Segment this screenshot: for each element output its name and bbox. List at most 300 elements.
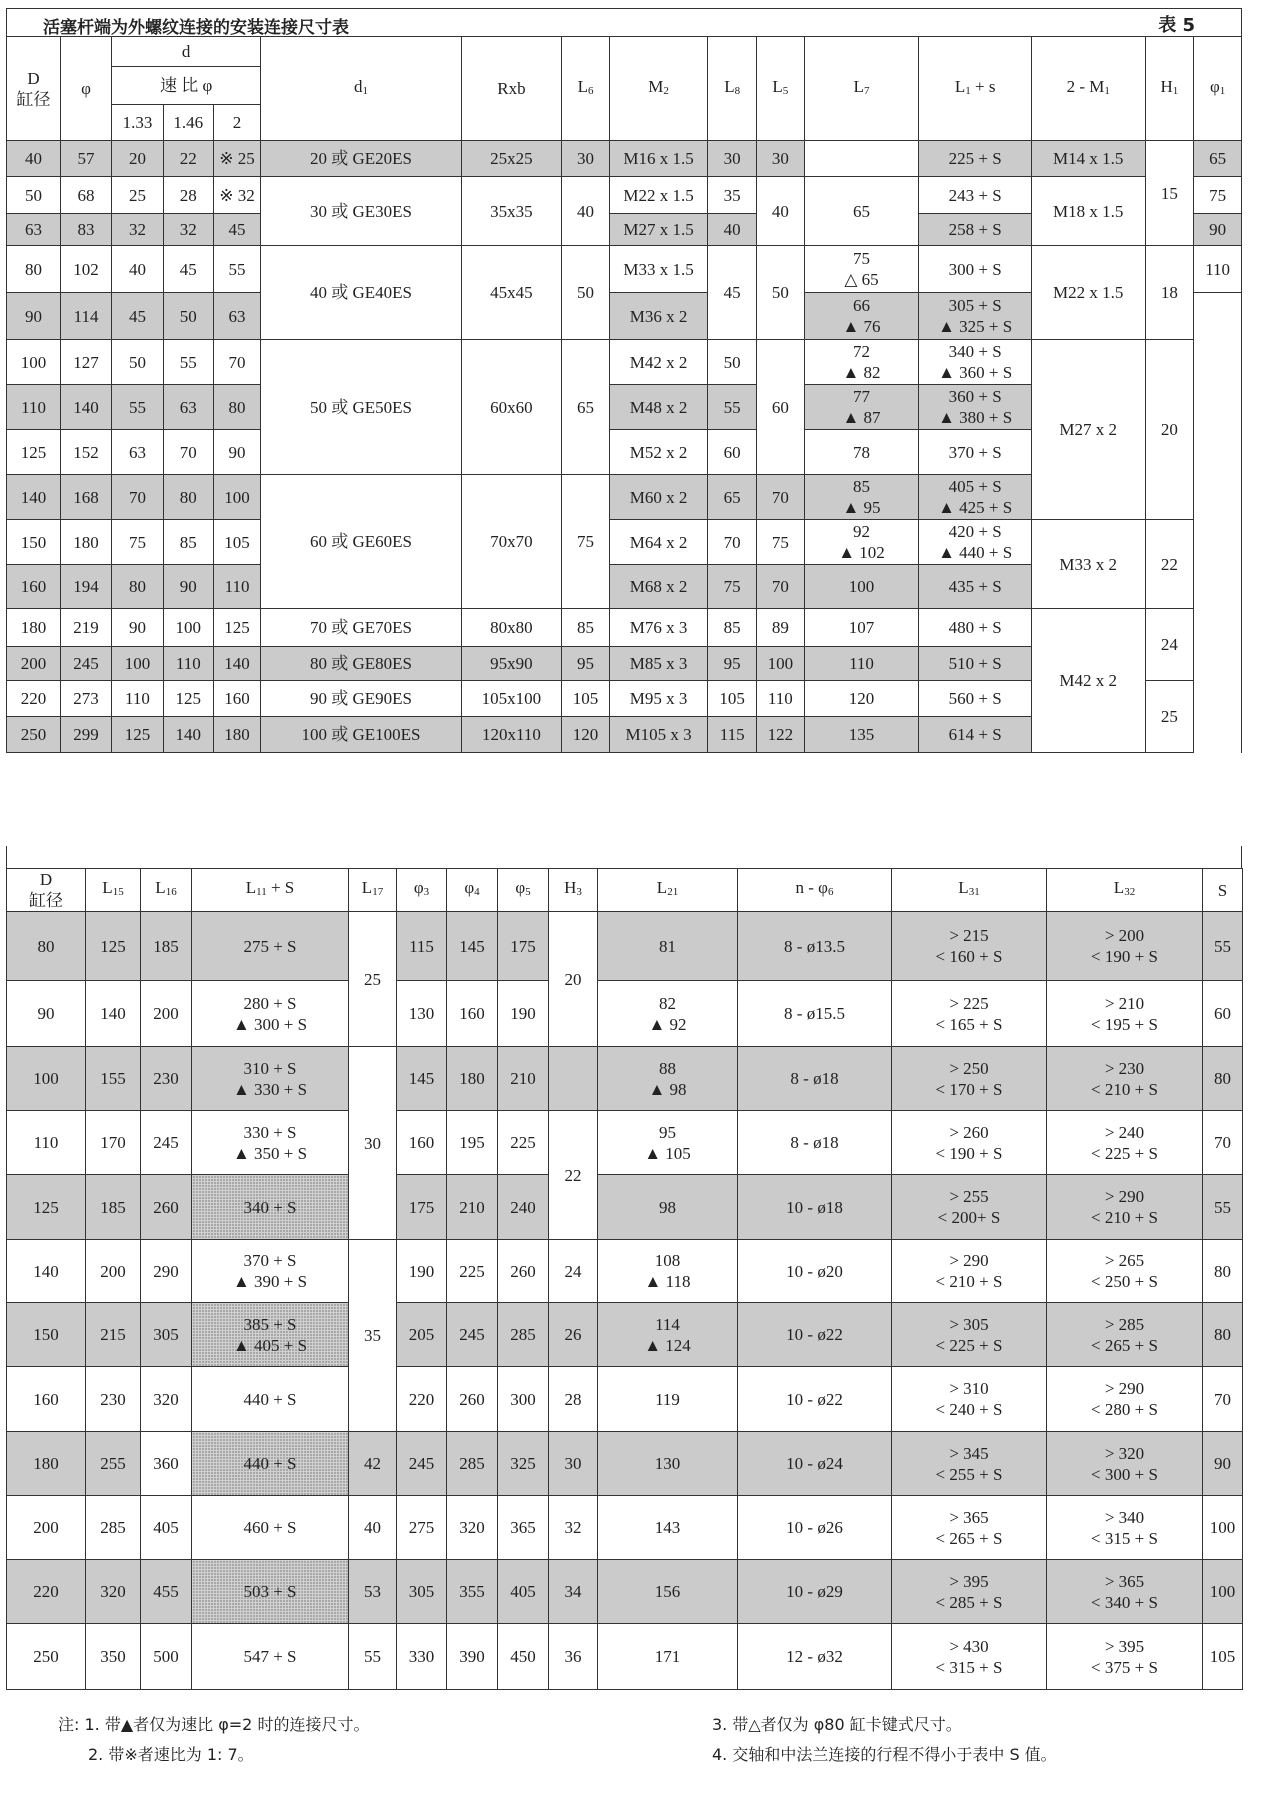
cell: M33 x 1.5 — [609, 246, 707, 293]
cell: 480 + S — [919, 609, 1032, 647]
cell: 250 — [7, 1624, 86, 1690]
cell: > 305 < 225 + S — [892, 1303, 1047, 1367]
cell: 75 — [1194, 177, 1242, 214]
cell: 65 — [1194, 141, 1242, 177]
cell: 40 — [111, 246, 163, 293]
col-l11-header: $L_{11} + S$ — [192, 869, 349, 912]
cell: 160 — [7, 565, 61, 609]
cell: 25 — [1145, 681, 1194, 753]
col-n6-header: n - $\varphi_6$ — [738, 869, 892, 912]
cell: 258 + S — [919, 214, 1032, 246]
cell: 140 — [213, 647, 261, 681]
cell: 260 — [498, 1240, 549, 1303]
cell: 75 — [708, 565, 757, 609]
ratio-1-46: 1.46 — [163, 105, 213, 141]
cell: 320 — [447, 1496, 498, 1560]
cell: 70 — [1203, 1111, 1243, 1175]
cell: 60x60 — [461, 340, 562, 475]
cell: 100 — [111, 647, 163, 681]
cell: 26 — [549, 1303, 598, 1367]
cell: M60 x 2 — [609, 475, 707, 520]
cell: 90 — [1203, 1432, 1243, 1496]
col-D-header: D 缸径 — [7, 37, 61, 141]
col-l6-header: $L_6$ — [562, 37, 610, 141]
cell: 55 — [111, 385, 163, 430]
cell: 85 — [562, 609, 610, 647]
cell: > 310 < 240 + S — [892, 1367, 1047, 1432]
cell: 70 — [708, 520, 757, 565]
cell: 547 + S — [192, 1624, 349, 1690]
cell: 45 — [111, 293, 163, 340]
cell: 250 — [7, 717, 61, 753]
cell: 15 — [1145, 141, 1194, 246]
cell: 95 — [562, 647, 610, 681]
cell: 140 — [7, 1240, 86, 1303]
cell: 100 — [7, 340, 61, 385]
cell: 145 — [397, 1047, 447, 1111]
cell: 105 — [562, 681, 610, 717]
cell: 35x35 — [461, 177, 562, 246]
cell: 20 — [549, 912, 598, 1047]
cell: 35 — [349, 1240, 397, 1432]
cell: 290 — [141, 1240, 192, 1303]
cell: 405 — [141, 1496, 192, 1560]
cell: 95 ▲ 105 — [598, 1111, 738, 1175]
cell: M16 x 1.5 — [609, 141, 707, 177]
cell: 82 ▲ 92 — [598, 981, 738, 1047]
cell: M105 x 3 — [609, 717, 707, 753]
cell: 10 - ø24 — [738, 1432, 892, 1496]
cell: 50 — [7, 177, 61, 214]
cell: 70 或 GE70ES — [261, 609, 461, 647]
col-m2-header: $M_2$ — [609, 37, 707, 141]
cell: 150 — [7, 520, 61, 565]
cell: 90 — [163, 565, 213, 609]
cell: > 290 < 210 + S — [892, 1240, 1047, 1303]
cell: 102 — [61, 246, 112, 293]
cell: > 395 < 285 + S — [892, 1560, 1047, 1624]
cell: 200 — [86, 1240, 141, 1303]
cell: 120 — [804, 681, 919, 717]
cell: 60 — [708, 430, 757, 475]
cell: 230 — [141, 1047, 192, 1111]
cell: M18 x 1.5 — [1031, 177, 1145, 246]
cell: 260 — [447, 1367, 498, 1432]
cell: 420 + S ▲ 440 + S — [919, 520, 1032, 565]
cell: 10 - ø18 — [738, 1175, 892, 1240]
col-h3-header: $H_3$ — [549, 869, 598, 912]
cell: 125 — [111, 717, 163, 753]
cell: M27 x 1.5 — [609, 214, 707, 246]
cell: 80 或 GE80ES — [261, 647, 461, 681]
cell: 455 — [141, 1560, 192, 1624]
cell: 435 + S — [919, 565, 1032, 609]
cell: 120 — [562, 717, 610, 753]
cell: 70 — [163, 430, 213, 475]
cell: 365 — [498, 1496, 549, 1560]
ratio-1-33: 1.33 — [111, 105, 163, 141]
cell: 200 — [7, 647, 61, 681]
cell: 125 — [213, 609, 261, 647]
cell: 10 - ø22 — [738, 1367, 892, 1432]
cell: 83 — [61, 214, 112, 246]
cell: > 290 < 280 + S — [1047, 1367, 1203, 1432]
cell: 40 — [349, 1496, 397, 1560]
cell: 245 — [61, 647, 112, 681]
cell: 360 + S ▲ 380 + S — [919, 385, 1032, 430]
cell: 219 — [61, 609, 112, 647]
cell: 45 — [213, 214, 261, 246]
cell: 70x70 — [461, 475, 562, 609]
cell: 220 — [397, 1367, 447, 1432]
cell: 220 — [7, 681, 61, 717]
cell: > 250 < 170 + S — [892, 1047, 1047, 1111]
cell: 85 — [163, 520, 213, 565]
cell: 105x100 — [461, 681, 562, 717]
cell: 614 + S — [919, 717, 1032, 753]
cell: > 210 < 195 + S — [1047, 981, 1203, 1047]
cell: 50 — [163, 293, 213, 340]
cell: 85 — [708, 609, 757, 647]
cell: 75 △ 65 — [804, 246, 919, 293]
cell: 255 — [86, 1432, 141, 1496]
cell: 40 — [562, 177, 610, 246]
cell: 160 — [447, 981, 498, 1047]
cell: 35 — [708, 177, 757, 214]
cell: 355 — [447, 1560, 498, 1624]
cell: 125 — [86, 912, 141, 981]
cell: 130 — [598, 1432, 738, 1496]
cell: > 290 < 210 + S — [1047, 1175, 1203, 1240]
note-3: 3. 带△者仅为 φ80 缸卡键式尺寸。 — [712, 1715, 962, 1734]
cell: 120x110 — [461, 717, 562, 753]
cell: 390 — [447, 1624, 498, 1690]
cell: 205 — [397, 1303, 447, 1367]
cell: 80 — [1203, 1303, 1243, 1367]
cell: 245 — [397, 1432, 447, 1496]
cell: 30 — [757, 141, 805, 177]
cell: 95 — [708, 647, 757, 681]
cell: 110 — [7, 1111, 86, 1175]
cell: 115 — [397, 912, 447, 981]
col-l21-header: $L_{21}$ — [598, 869, 738, 912]
cell: 175 — [498, 912, 549, 981]
cell: 110 — [213, 565, 261, 609]
cell: M22 x 1.5 — [1031, 246, 1145, 340]
cell: ※ 32 — [213, 177, 261, 214]
cell: 30 — [349, 1047, 397, 1240]
cell: 100 — [163, 609, 213, 647]
cell: 330 + S ▲ 350 + S — [192, 1111, 349, 1175]
notes-right — [712, 1710, 1057, 1770]
cell: 28 — [549, 1367, 598, 1432]
cell: 75 — [562, 475, 610, 609]
cell: 305 — [397, 1560, 447, 1624]
cell: 10 - ø22 — [738, 1303, 892, 1367]
cell: M64 x 2 — [609, 520, 707, 565]
cell: 75 — [111, 520, 163, 565]
ratio-2: 2 — [213, 105, 261, 141]
cell: 330 — [397, 1624, 447, 1690]
cell: 80x80 — [461, 609, 562, 647]
cell: 110 — [757, 681, 805, 717]
cell: 60 — [757, 340, 805, 475]
cell: > 265 < 250 + S — [1047, 1240, 1203, 1303]
cell: 210 — [498, 1047, 549, 1111]
cell: 32 — [111, 214, 163, 246]
cell: 122 — [757, 717, 805, 753]
cell: 171 — [598, 1624, 738, 1690]
cell — [804, 141, 919, 177]
cell: 440 + S — [192, 1432, 349, 1496]
cell: > 200 < 190 + S — [1047, 912, 1203, 981]
cell: 135 — [804, 717, 919, 753]
cell: 175 — [397, 1175, 447, 1240]
cell: 140 — [86, 981, 141, 1047]
col-d1-header: $d_1$ — [261, 37, 461, 141]
cell: 140 — [163, 717, 213, 753]
cell: 50 — [111, 340, 163, 385]
cell: 180 — [61, 520, 112, 565]
cell: 100 — [1203, 1560, 1243, 1624]
cell: 90 — [7, 981, 86, 1047]
cell: 180 — [213, 717, 261, 753]
cell: 225 + S — [919, 141, 1032, 177]
cell: 100 或 GE100ES — [261, 717, 461, 753]
cell: 80 — [1203, 1047, 1243, 1111]
cell: 105 — [708, 681, 757, 717]
cell: 503 + S — [192, 1560, 349, 1624]
cell: 55 — [213, 246, 261, 293]
cell: 55 — [163, 340, 213, 385]
cell: 320 — [86, 1560, 141, 1624]
cell: 36 — [549, 1624, 598, 1690]
cell — [549, 1047, 598, 1111]
cell: 70 — [757, 565, 805, 609]
cell: 22 — [1145, 520, 1194, 609]
cell: 285 — [447, 1432, 498, 1496]
cell: M48 x 2 — [609, 385, 707, 430]
note-2: 2. 带※者速比为 1: 7。 — [88, 1745, 254, 1764]
col-D-header: D 缸径 — [7, 869, 86, 912]
cell: 92 ▲ 102 — [804, 520, 919, 565]
col-l7-header: $L_7$ — [804, 37, 919, 141]
col-l1-header: $L_1 + s$ — [919, 37, 1032, 141]
cell: 108 ▲ 118 — [598, 1240, 738, 1303]
cell: 65 — [708, 475, 757, 520]
cell: 78 — [804, 430, 919, 475]
cell: 300 — [498, 1367, 549, 1432]
col-h1-header: $H_1$ — [1145, 37, 1194, 141]
col-m1-header: $2 - M_1$ — [1031, 37, 1145, 141]
cell: 85 ▲ 95 — [804, 475, 919, 520]
cell: 20 — [111, 141, 163, 177]
cell: 110 — [1194, 246, 1242, 293]
cell: > 240 < 225 + S — [1047, 1111, 1203, 1175]
cell: 50 或 GE50ES — [261, 340, 461, 475]
cell: 190 — [498, 981, 549, 1047]
cell: > 225 < 165 + S — [892, 981, 1047, 1047]
cell: 24 — [1145, 609, 1194, 681]
cell: 240 — [498, 1175, 549, 1240]
cell: 80 — [111, 565, 163, 609]
cell: 350 — [86, 1624, 141, 1690]
cell: > 255 < 200+ S — [892, 1175, 1047, 1240]
cell: 65 — [804, 177, 919, 246]
col-phi5-header: $\varphi_5$ — [498, 869, 549, 912]
cell: 260 — [141, 1175, 192, 1240]
cell: 225 — [498, 1111, 549, 1175]
cell: 25x25 — [461, 141, 562, 177]
cell: 230 — [86, 1367, 141, 1432]
cell: 55 — [708, 385, 757, 430]
cell: 160 — [213, 681, 261, 717]
cell: > 230 < 210 + S — [1047, 1047, 1203, 1111]
cell: 80 — [213, 385, 261, 430]
cell: 53 — [349, 1560, 397, 1624]
cell: 25 — [111, 177, 163, 214]
cell: 140 — [7, 475, 61, 520]
col-s-header: S — [1203, 869, 1243, 912]
cell: > 285 < 265 + S — [1047, 1303, 1203, 1367]
cell: 215 — [86, 1303, 141, 1367]
cell: 98 — [598, 1175, 738, 1240]
cell: ※ 25 — [213, 141, 261, 177]
cell: 127 — [61, 340, 112, 385]
cell: 40 — [7, 141, 61, 177]
cell: 125 — [7, 430, 61, 475]
cell: 185 — [141, 912, 192, 981]
cell: 285 — [86, 1496, 141, 1560]
cell: 63 — [7, 214, 61, 246]
cell: 194 — [61, 565, 112, 609]
cell: 24 — [549, 1240, 598, 1303]
cell: 100 — [804, 565, 919, 609]
cell: 90 — [111, 609, 163, 647]
cell: 210 — [447, 1175, 498, 1240]
cell: 125 — [163, 681, 213, 717]
cell: 110 — [111, 681, 163, 717]
cell: 45x45 — [461, 246, 562, 340]
cell: 10 - ø26 — [738, 1496, 892, 1560]
cell: 370 + S ▲ 390 + S — [192, 1240, 349, 1303]
cell: 140 — [61, 385, 112, 430]
cell: M42 x 2 — [609, 340, 707, 385]
cell: 500 — [141, 1624, 192, 1690]
cell: 285 — [498, 1303, 549, 1367]
cell: 114 — [61, 293, 112, 340]
cell: 560 + S — [919, 681, 1032, 717]
cell: 325 — [498, 1432, 549, 1496]
cell: 460 + S — [192, 1496, 349, 1560]
col-phi4-header: $\varphi_4$ — [447, 869, 498, 912]
cell: > 340 < 315 + S — [1047, 1496, 1203, 1560]
cell: 305 — [141, 1303, 192, 1367]
cell: 370 + S — [919, 430, 1032, 475]
cell: 152 — [61, 430, 112, 475]
cell: 130 — [397, 981, 447, 1047]
cell: 50 — [562, 246, 610, 340]
cell: 8 - ø18 — [738, 1047, 892, 1111]
cell: 110 — [7, 385, 61, 430]
cell: 55 — [349, 1624, 397, 1690]
cell: 63 — [213, 293, 261, 340]
cell: 340 + S ▲ 360 + S — [919, 340, 1032, 385]
speed-ratio-header: 速 比 φ — [111, 67, 260, 105]
cell: 88 ▲ 98 — [598, 1047, 738, 1111]
cell: 8 - ø18 — [738, 1111, 892, 1175]
cell: 30 — [708, 141, 757, 177]
cell: 200 — [7, 1496, 86, 1560]
cell: 310 + S ▲ 330 + S — [192, 1047, 349, 1111]
cell: 66 ▲ 76 — [804, 293, 919, 340]
cell: 32 — [163, 214, 213, 246]
cell: 340 + S — [192, 1175, 349, 1240]
lower-dimension-table — [6, 868, 1243, 1690]
cell: M36 x 2 — [609, 293, 707, 340]
cell: M27 x 2 — [1031, 340, 1145, 520]
cell: 245 — [141, 1111, 192, 1175]
cell: 80 — [163, 475, 213, 520]
table-header-bar — [6, 8, 1242, 36]
cell: 405 — [498, 1560, 549, 1624]
cell: 20 或 GE20ES — [261, 141, 461, 177]
col-l15-header: $L_{15}$ — [86, 869, 141, 912]
cell: 150 — [7, 1303, 86, 1367]
cell: 81 — [598, 912, 738, 981]
cell: 68 — [61, 177, 112, 214]
col-phi3-header: $\varphi_3$ — [397, 869, 447, 912]
cell: 220 — [7, 1560, 86, 1624]
cell: 45 — [163, 246, 213, 293]
cell: 89 — [757, 609, 805, 647]
cell: 90 — [213, 430, 261, 475]
cell: 100 — [213, 475, 261, 520]
cell: M33 x 2 — [1031, 520, 1145, 609]
col-l8-header: $L_8$ — [708, 37, 757, 141]
cell: M85 x 3 — [609, 647, 707, 681]
cell: 305 + S ▲ 325 + S — [919, 293, 1032, 340]
cell: 170 — [86, 1111, 141, 1175]
table-number: 表 5 — [1158, 15, 1195, 36]
cell: 180 — [7, 1432, 86, 1496]
cell: 50 — [757, 246, 805, 340]
cell: 60 或 GE60ES — [261, 475, 461, 609]
cell: > 430 < 315 + S — [892, 1624, 1047, 1690]
cell: 20 — [1145, 340, 1194, 520]
cell: 45 — [708, 246, 757, 340]
cell: M95 x 3 — [609, 681, 707, 717]
cell: 63 — [163, 385, 213, 430]
cell: 8 - ø15.5 — [738, 981, 892, 1047]
cell: > 215 < 160 + S — [892, 912, 1047, 981]
cell: 100 — [1203, 1496, 1243, 1560]
cell: 25 — [349, 912, 397, 1047]
cell: 90 — [1194, 214, 1242, 246]
note-4: 4. 交轴和中法兰连接的行程不得小于表中 S 值。 — [712, 1745, 1057, 1764]
cell: 90 — [7, 293, 61, 340]
cell: 168 — [61, 475, 112, 520]
cell: 10 - ø20 — [738, 1240, 892, 1303]
cell: 12 - ø32 — [738, 1624, 892, 1690]
cell: 10 - ø29 — [738, 1560, 892, 1624]
col-l17-header: $L_{17}$ — [349, 869, 397, 912]
cell: 70 — [1203, 1367, 1243, 1432]
cell: 100 — [7, 1047, 86, 1111]
cell — [1194, 293, 1242, 753]
cell: 100 — [757, 647, 805, 681]
cell: 65 — [562, 340, 610, 475]
